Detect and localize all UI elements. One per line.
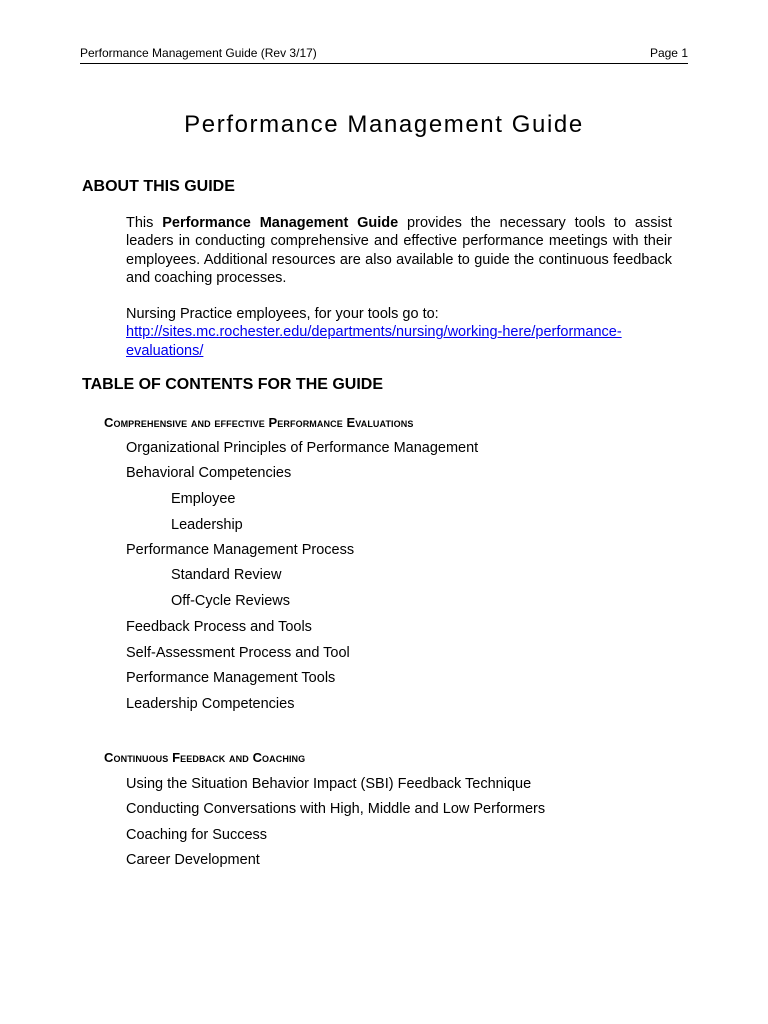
header-doc-title: Performance Management Guide (Rev 3/17)	[80, 46, 317, 60]
nursing-paragraph	[126, 305, 672, 360]
toc-item[interactable]: Conducting Conversations with High, Middle and Low Performers	[126, 801, 546, 817]
toc-section-1-title: Comprehensive and effective Performance Evaluations	[104, 415, 414, 430]
toc-item[interactable]: Using the Situation Behavior Impact (SBI) Feedback Technique	[126, 776, 532, 792]
toc-item[interactable]: Self-Assessment Process and Tool	[126, 645, 350, 661]
nursing-text: Nursing Practice employees, for your tools go to:	[126, 306, 439, 322]
about-paragraph	[126, 214, 672, 287]
toc-item[interactable]: Leadership Competencies	[126, 696, 295, 712]
toc-item[interactable]: Behavioral Competencies	[126, 465, 292, 481]
toc-item[interactable]: Employee	[171, 491, 236, 507]
page-number: Page 1	[649, 46, 688, 60]
nursing-tools-link[interactable]: http://sites.mc.rochester.edu/departments/nursing/working-here/performance-evaluations/	[126, 324, 622, 359]
about-para-bold: Performance Management Guide	[162, 215, 399, 231]
toc-item[interactable]: Standard Review	[171, 567, 282, 583]
toc-item[interactable]: Organizational Principles of Performance Management	[126, 440, 479, 456]
page-header	[80, 44, 688, 64]
toc-item[interactable]: Off-Cycle Reviews	[171, 593, 290, 609]
about-para-post: provides the necessary tools to assist leaders in conducting comprehensive and effective performance meetings with their employees. Additional resources are also available to guide the continuous feedback and coaching processes.	[126, 215, 673, 286]
toc-item[interactable]: Career Development	[126, 852, 260, 868]
toc-heading: TABLE OF CONTENTS FOR THE GUIDE	[82, 376, 384, 393]
about-para-pre: This	[126, 215, 163, 231]
about-heading: ABOUT THIS GUIDE	[82, 178, 235, 195]
toc-item[interactable]: Performance Management Process	[126, 542, 355, 558]
toc-item[interactable]: Performance Management Tools	[126, 670, 336, 686]
document-title: Performance Management Guide	[184, 111, 584, 138]
toc-section-2-title: Continuous Feedback and Coaching	[104, 750, 306, 765]
toc-item[interactable]: Feedback Process and Tools	[126, 619, 312, 635]
toc-item[interactable]: Leadership	[171, 517, 243, 533]
toc-item[interactable]: Coaching for Success	[126, 827, 268, 843]
